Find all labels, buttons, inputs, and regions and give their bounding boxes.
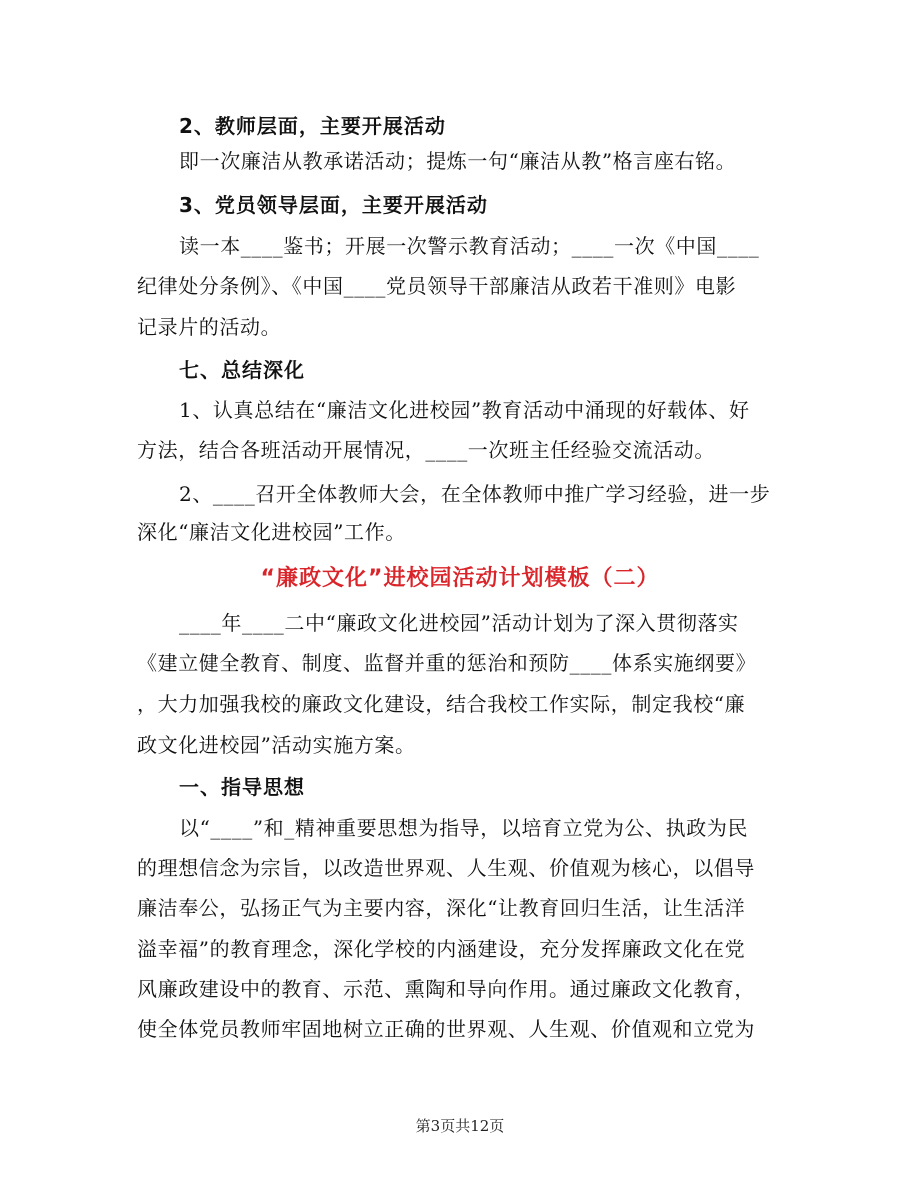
paragraph-party-leader-line-1: 读一本____鉴书；开展一次警示教育活动；____一次《中国____: [179, 234, 760, 258]
summary-item-1-line-1: 1、认真总结在“廉洁文化进校园”教育活动中涌现的好载体、好: [179, 398, 750, 422]
page-number-footer: 第3页共12页: [415, 1117, 505, 1135]
intro-line-3: ，大力加强我校的廉政文化建设，结合我校工作实际，制定我校“廉: [137, 692, 746, 716]
summary-item-1-line-2: 方法，结合各班活动开展情况，____一次班主任经验交流活动。: [137, 438, 715, 462]
ideology-line-3: 廉洁奉公，弘扬正气为主要内容，深化“让教育回归生活，让生活洋: [137, 896, 746, 920]
summary-item-2-line-2: 深化“廉洁文化进校园”工作。: [137, 520, 406, 544]
ideology-line-1: 以“____”和_精神重要思想为指导，以培育立党为公、执政为民: [179, 816, 749, 840]
document-title: “廉政文化”进校园活动计划模板（二）: [260, 566, 660, 591]
paragraph-teacher-level: 即一次廉洁从教承诺活动；提炼一句“廉洁从教”格言座右铭。: [179, 149, 737, 173]
summary-item-2-line-1: 2、____召开全体教师大会，在全体教师中推广学习经验，进一步: [179, 482, 771, 506]
heading-party-leader-level: 3、党员领导层面，主要开展活动: [179, 193, 488, 217]
intro-line-4: 政文化进校园”活动实施方案。: [137, 733, 416, 757]
heading-guiding-ideology: 一、指导思想: [179, 775, 305, 799]
ideology-line-6: 使全体党员教师牢固地树立正确的世界观、人生观、价值观和立党为: [137, 1017, 755, 1041]
paragraph-party-leader-line-3: 记录片的活动。: [137, 315, 282, 339]
paragraph-party-leader-line-2: 纪律处分条例》、《中国____党员领导干部廉洁从政若干准则》电影: [137, 274, 737, 298]
heading-summary: 七、总结深化: [179, 358, 305, 382]
heading-teacher-level: 2、教师层面，主要开展活动: [179, 114, 446, 138]
ideology-line-5: 风廉政建设中的教育、示范、熏陶和导向作用。通过廉政文化教育，: [137, 977, 755, 1001]
intro-line-2: 《建立健全教育、制度、监督并重的惩治和预防____体系实施纲要》: [137, 651, 757, 675]
intro-line-1: ____年____二中“廉政文化进校园”活动计划为了深入贯彻落实: [179, 611, 739, 635]
ideology-line-2: 的理想信念为宗旨，以改造世界观、人生观、价值观为核心，以倡导: [137, 856, 755, 880]
ideology-line-4: 溢幸福”的教育理念，深化学校的内涵建设，充分发挥廉政文化在党: [137, 937, 746, 961]
